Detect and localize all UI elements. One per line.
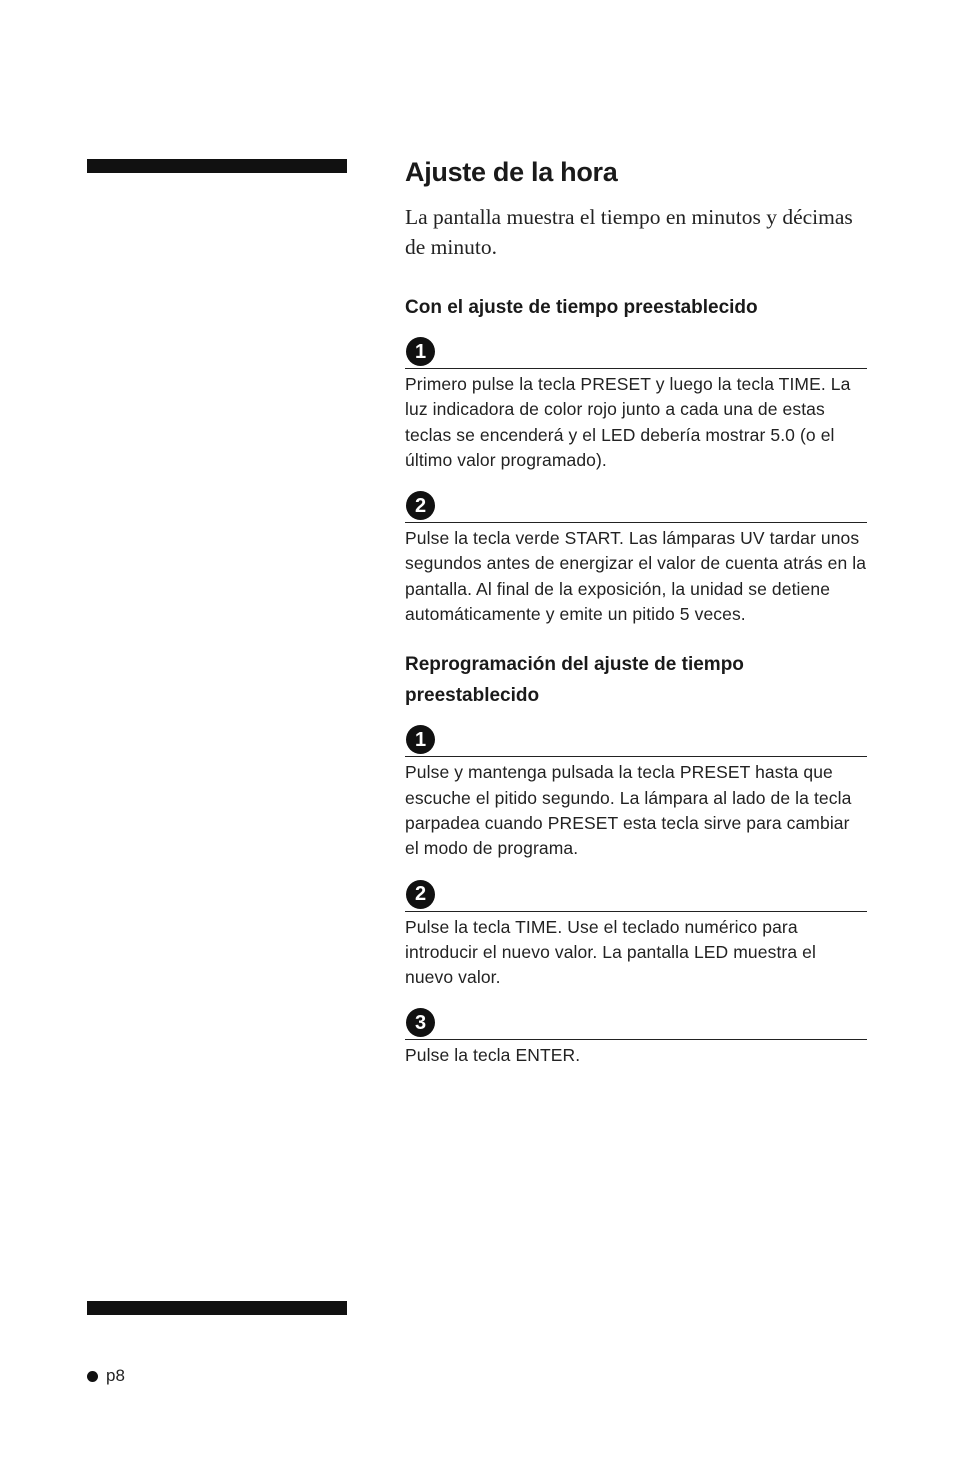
step-rule bbox=[405, 1008, 867, 1040]
step-rule bbox=[405, 337, 867, 369]
bullet-dot-icon bbox=[87, 1371, 98, 1382]
step-reprogram-2 bbox=[405, 880, 867, 991]
step-text: Pulse y mantenga pulsada la tecla PRESET hasta que escuche el pitido segundo. La lámpara al lado de la tecla parpadea cuando PRESET esta tecla sirve para cambiar el modo de programa. bbox=[405, 762, 852, 859]
step-number-badge: 2 bbox=[406, 880, 435, 909]
step-reprogram-1 bbox=[405, 725, 867, 861]
step-text: Pulse la tecla ENTER. bbox=[405, 1045, 581, 1066]
main-content bbox=[405, 150, 867, 1069]
section-heading-preset: Con el ajuste de tiempo preestablecido bbox=[405, 297, 758, 318]
section-heading-reprogram: Reprogramación del ajuste de tiempo preestablecido bbox=[405, 654, 744, 707]
step-text: Primero pulse la tecla PRESET y luego la tecla TIME. La luz indicadora de color rojo junto a cada una de estas teclas se encenderá y el LED debería mostrar 5.0 (o el último valor programado). bbox=[405, 374, 851, 470]
step-number-badge: 2 bbox=[406, 491, 435, 520]
page-title: Ajuste de la hora bbox=[405, 157, 618, 187]
step-preset-2 bbox=[405, 491, 867, 627]
step-number-badge: 3 bbox=[406, 1008, 435, 1037]
step-preset-1 bbox=[405, 337, 867, 473]
top-decorative-bar bbox=[87, 159, 347, 173]
step-text: Pulse la tecla verde START. Las lámparas UV tardar unos segundos antes de energizar el valor de cuenta atrás en la pantalla. Al final de la exposición, la unidad se detiene automáticamente y emite un pitido 5 veces. bbox=[405, 528, 867, 625]
page-number: p8 bbox=[106, 1366, 125, 1385]
step-number-badge: 1 bbox=[406, 337, 435, 366]
bottom-decorative-bar bbox=[87, 1301, 347, 1315]
step-reprogram-3 bbox=[405, 1008, 867, 1068]
step-text: Pulse la tecla TIME. Use el teclado numérico para introducir el nuevo valor. La pantalla LED muestra el nuevo valor. bbox=[405, 916, 816, 988]
intro-paragraph: La pantalla muestra el tiempo en minutos y décimas de minuto. bbox=[405, 205, 853, 259]
step-rule bbox=[405, 725, 867, 757]
step-number-badge: 1 bbox=[406, 725, 435, 754]
page-footer bbox=[87, 1366, 125, 1386]
step-rule bbox=[405, 491, 867, 523]
step-rule bbox=[405, 880, 867, 912]
